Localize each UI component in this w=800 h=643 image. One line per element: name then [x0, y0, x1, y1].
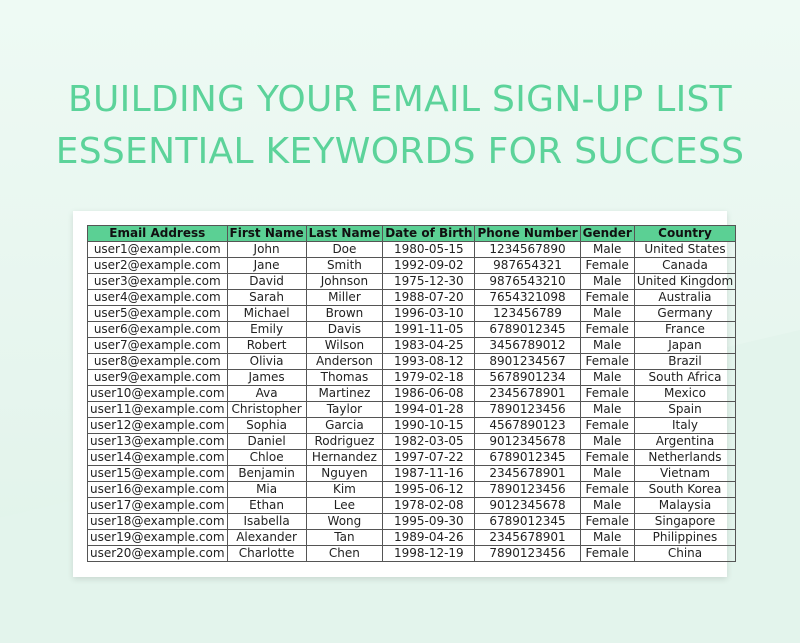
last-name-cell: Taylor [306, 402, 383, 418]
email-cell: user2@example.com [88, 258, 228, 274]
dob-cell: 1975-12-30 [383, 274, 475, 290]
last-name-cell: Anderson [306, 354, 383, 370]
dob-cell: 1979-02-18 [383, 370, 475, 386]
email-cell: user7@example.com [88, 338, 228, 354]
email-cell: user12@example.com [88, 418, 228, 434]
table-header-row [88, 226, 736, 242]
table-row [88, 386, 736, 402]
gender-cell: Male [580, 530, 634, 546]
phone-cell: 1234567890 [475, 242, 580, 258]
dob-cell: 1982-03-05 [383, 434, 475, 450]
dob-cell: 1995-06-12 [383, 482, 475, 498]
dob-cell: 1992-09-02 [383, 258, 475, 274]
email-cell: user19@example.com [88, 530, 228, 546]
header-first-name: First Name [227, 226, 306, 242]
first-name-cell: Sophia [227, 418, 306, 434]
email-cell: user14@example.com [88, 450, 228, 466]
title-line-1: BUILDING YOUR EMAIL SIGN-UP LIST [68, 79, 732, 120]
gender-cell: Female [580, 418, 634, 434]
gender-cell: Female [580, 546, 634, 562]
first-name-cell: Jane [227, 258, 306, 274]
dob-cell: 1996-03-10 [383, 306, 475, 322]
email-cell: user18@example.com [88, 514, 228, 530]
table-row [88, 450, 736, 466]
gender-cell: Male [580, 402, 634, 418]
last-name-cell: Chen [306, 546, 383, 562]
dob-cell: 1978-02-08 [383, 498, 475, 514]
email-cell: user9@example.com [88, 370, 228, 386]
header-date-of-birth: Date of Birth [383, 226, 475, 242]
table-row [88, 466, 736, 482]
country-cell: Mexico [634, 386, 735, 402]
gender-cell: Female [580, 258, 634, 274]
country-cell: South Korea [634, 482, 735, 498]
last-name-cell: Kim [306, 482, 383, 498]
country-cell: France [634, 322, 735, 338]
page-title [0, 74, 800, 178]
email-cell: user17@example.com [88, 498, 228, 514]
gender-cell: Male [580, 370, 634, 386]
email-cell: user6@example.com [88, 322, 228, 338]
table-row [88, 434, 736, 450]
phone-cell: 8901234567 [475, 354, 580, 370]
phone-cell: 9012345678 [475, 498, 580, 514]
dob-cell: 1989-04-26 [383, 530, 475, 546]
last-name-cell: Davis [306, 322, 383, 338]
first-name-cell: Mia [227, 482, 306, 498]
table-row [88, 482, 736, 498]
header-email-address: Email Address [88, 226, 228, 242]
table-row [88, 274, 736, 290]
email-cell: user4@example.com [88, 290, 228, 306]
last-name-cell: Hernandez [306, 450, 383, 466]
last-name-cell: Smith [306, 258, 383, 274]
first-name-cell: Robert [227, 338, 306, 354]
country-cell: Netherlands [634, 450, 735, 466]
last-name-cell: Tan [306, 530, 383, 546]
email-cell: user20@example.com [88, 546, 228, 562]
country-cell: Philippines [634, 530, 735, 546]
last-name-cell: Rodriguez [306, 434, 383, 450]
phone-cell: 9012345678 [475, 434, 580, 450]
phone-cell: 6789012345 [475, 450, 580, 466]
phone-cell: 2345678901 [475, 530, 580, 546]
gender-cell: Male [580, 274, 634, 290]
phone-cell: 3456789012 [475, 338, 580, 354]
contacts-table [87, 225, 736, 562]
email-cell: user13@example.com [88, 434, 228, 450]
phone-cell: 7890123456 [475, 482, 580, 498]
first-name-cell: Ethan [227, 498, 306, 514]
gender-cell: Female [580, 514, 634, 530]
phone-cell: 6789012345 [475, 322, 580, 338]
header-phone-number: Phone Number [475, 226, 580, 242]
last-name-cell: Lee [306, 498, 383, 514]
dob-cell: 1990-10-15 [383, 418, 475, 434]
first-name-cell: James [227, 370, 306, 386]
table-row [88, 546, 736, 562]
first-name-cell: Charlotte [227, 546, 306, 562]
table-row [88, 418, 736, 434]
first-name-cell: Daniel [227, 434, 306, 450]
table-row [88, 242, 736, 258]
title-line-2: ESSENTIAL KEYWORDS FOR SUCCESS [55, 131, 745, 172]
last-name-cell: Wilson [306, 338, 383, 354]
country-cell: Italy [634, 418, 735, 434]
table-row [88, 322, 736, 338]
first-name-cell: Isabella [227, 514, 306, 530]
email-cell: user5@example.com [88, 306, 228, 322]
phone-cell: 2345678901 [475, 386, 580, 402]
gender-cell: Female [580, 322, 634, 338]
country-cell: Brazil [634, 354, 735, 370]
table-row [88, 290, 736, 306]
phone-cell: 2345678901 [475, 466, 580, 482]
dob-cell: 1997-07-22 [383, 450, 475, 466]
phone-cell: 5678901234 [475, 370, 580, 386]
table-row [88, 354, 736, 370]
gender-cell: Male [580, 338, 634, 354]
table-row [88, 498, 736, 514]
dob-cell: 1998-12-19 [383, 546, 475, 562]
first-name-cell: David [227, 274, 306, 290]
dob-cell: 1988-07-20 [383, 290, 475, 306]
dob-cell: 1986-06-08 [383, 386, 475, 402]
gender-cell: Female [580, 450, 634, 466]
gender-cell: Male [580, 434, 634, 450]
header-gender: Gender [580, 226, 634, 242]
country-cell: Malaysia [634, 498, 735, 514]
last-name-cell: Martinez [306, 386, 383, 402]
phone-cell: 9876543210 [475, 274, 580, 290]
gender-cell: Female [580, 482, 634, 498]
gender-cell: Male [580, 466, 634, 482]
gender-cell: Female [580, 290, 634, 306]
gender-cell: Female [580, 386, 634, 402]
header-country: Country [634, 226, 735, 242]
last-name-cell: Brown [306, 306, 383, 322]
first-name-cell: Christopher [227, 402, 306, 418]
last-name-cell: Wong [306, 514, 383, 530]
last-name-cell: Nguyen [306, 466, 383, 482]
last-name-cell: Garcia [306, 418, 383, 434]
country-cell: Australia [634, 290, 735, 306]
phone-cell: 987654321 [475, 258, 580, 274]
email-cell: user8@example.com [88, 354, 228, 370]
dob-cell: 1995-09-30 [383, 514, 475, 530]
first-name-cell: Ava [227, 386, 306, 402]
first-name-cell: Chloe [227, 450, 306, 466]
gender-cell: Male [580, 242, 634, 258]
email-cell: user3@example.com [88, 274, 228, 290]
phone-cell: 7890123456 [475, 402, 580, 418]
spreadsheet-card [73, 211, 734, 577]
last-name-cell: Doe [306, 242, 383, 258]
first-name-cell: Sarah [227, 290, 306, 306]
table-body [88, 242, 736, 562]
country-cell: Singapore [634, 514, 735, 530]
email-cell: user16@example.com [88, 482, 228, 498]
dob-cell: 1987-11-16 [383, 466, 475, 482]
first-name-cell: Michael [227, 306, 306, 322]
phone-cell: 6789012345 [475, 514, 580, 530]
dob-cell: 1980-05-15 [383, 242, 475, 258]
last-name-cell: Miller [306, 290, 383, 306]
phone-cell: 7654321098 [475, 290, 580, 306]
email-cell: user15@example.com [88, 466, 228, 482]
phone-cell: 123456789 [475, 306, 580, 322]
country-cell: Argentina [634, 434, 735, 450]
table-row [88, 370, 736, 386]
dob-cell: 1994-01-28 [383, 402, 475, 418]
first-name-cell: Alexander [227, 530, 306, 546]
phone-cell: 7890123456 [475, 546, 580, 562]
header-last-name: Last Name [306, 226, 383, 242]
country-cell: Canada [634, 258, 735, 274]
email-cell: user10@example.com [88, 386, 228, 402]
country-cell: South Africa [634, 370, 735, 386]
dob-cell: 1983-04-25 [383, 338, 475, 354]
country-cell: Spain [634, 402, 735, 418]
last-name-cell: Johnson [306, 274, 383, 290]
country-cell: United Kingdom [634, 274, 735, 290]
gender-cell: Male [580, 306, 634, 322]
country-cell: China [634, 546, 735, 562]
phone-cell: 4567890123 [475, 418, 580, 434]
gender-cell: Male [580, 498, 634, 514]
email-cell: user11@example.com [88, 402, 228, 418]
first-name-cell: Emily [227, 322, 306, 338]
first-name-cell: Benjamin [227, 466, 306, 482]
country-cell: Japan [634, 338, 735, 354]
first-name-cell: Olivia [227, 354, 306, 370]
country-cell: United States [634, 242, 735, 258]
dob-cell: 1991-11-05 [383, 322, 475, 338]
gender-cell: Female [580, 354, 634, 370]
table-row [88, 258, 736, 274]
country-cell: Germany [634, 306, 735, 322]
dob-cell: 1993-08-12 [383, 354, 475, 370]
email-cell: user1@example.com [88, 242, 228, 258]
table-row [88, 530, 736, 546]
table-row [88, 402, 736, 418]
table-row [88, 306, 736, 322]
table-row [88, 338, 736, 354]
first-name-cell: John [227, 242, 306, 258]
last-name-cell: Thomas [306, 370, 383, 386]
country-cell: Vietnam [634, 466, 735, 482]
table-row [88, 514, 736, 530]
